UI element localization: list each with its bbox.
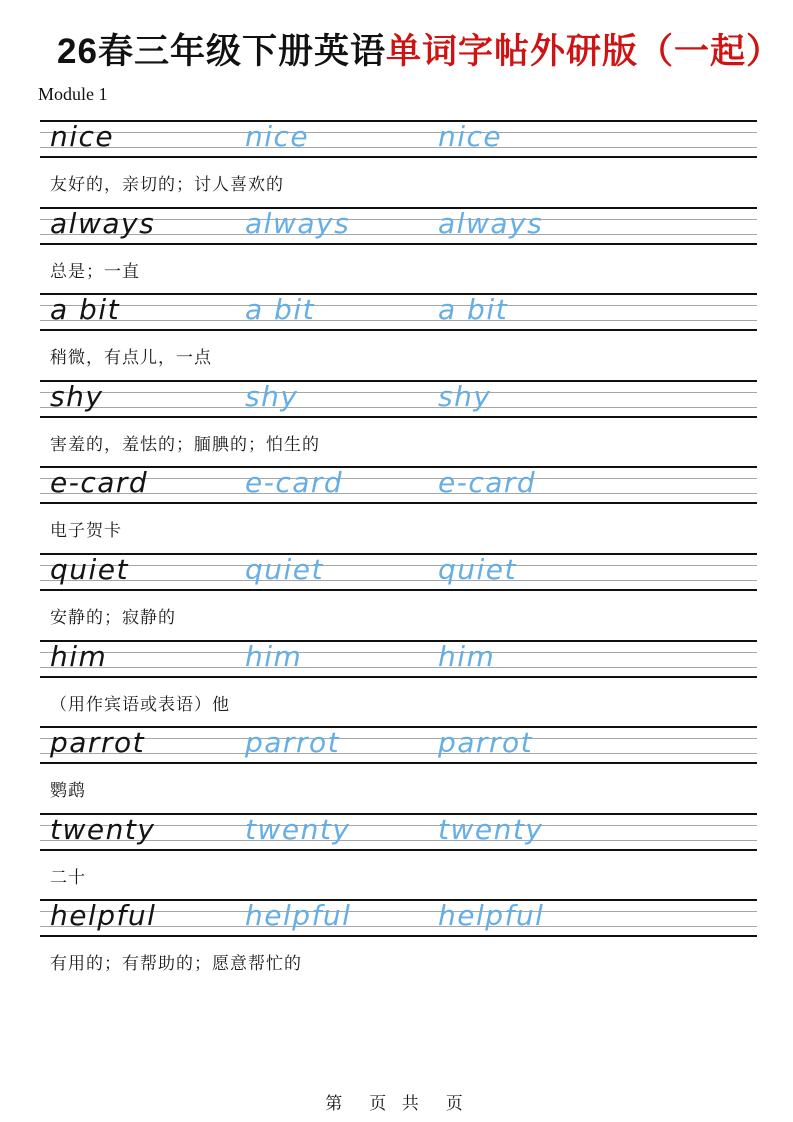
word-entry: [0, 207, 793, 294]
guide-line-upper-middle: [40, 392, 757, 393]
word-sample: quiet: [50, 552, 130, 586]
guide-line-bottom: [40, 589, 757, 591]
guide-line-baseline: [40, 753, 757, 754]
word-definition: 电子贺卡: [50, 521, 122, 542]
word-definition: 总是；一直: [50, 261, 140, 282]
guide-line-bottom: [40, 935, 757, 937]
guide-line-bottom: [40, 156, 757, 158]
writing-guide: [40, 640, 757, 678]
guide-line-bottom: [40, 416, 757, 418]
word-entry: [0, 553, 793, 640]
word-trace-1: always: [245, 206, 351, 240]
guide-line-bottom: [40, 676, 757, 678]
word-trace-1: a bit: [245, 293, 316, 327]
writing-guide: [40, 899, 757, 937]
word-trace-1: helpful: [245, 899, 352, 933]
guide-line-baseline: [40, 580, 757, 581]
word-entry-list: [0, 120, 793, 986]
guide-line-top: [40, 640, 757, 642]
word-trace-1: him: [245, 639, 303, 673]
word-sample: helpful: [50, 899, 157, 933]
writing-guide: [40, 726, 757, 764]
word-trace-2: always: [438, 206, 544, 240]
word-entry: [0, 640, 793, 727]
word-trace-1: quiet: [245, 552, 325, 586]
word-trace-1: nice: [245, 120, 310, 153]
word-sample: nice: [50, 120, 115, 153]
word-definition: 稍微，有点儿，一点: [50, 348, 212, 369]
guide-line-upper-middle: [40, 738, 757, 739]
word-sample: always: [50, 206, 156, 240]
guide-line-baseline: [40, 147, 757, 148]
page-title: [0, 24, 793, 74]
guide-line-upper-middle: [40, 132, 757, 133]
word-entry: [0, 293, 793, 380]
writing-guide: [40, 553, 757, 591]
word-sample: e-card: [50, 466, 149, 500]
guide-line-baseline: [40, 320, 757, 321]
guide-line-top: [40, 380, 757, 382]
module-label: Module 1: [38, 84, 108, 104]
word-sample: him: [50, 639, 108, 673]
word-sample: shy: [50, 379, 104, 413]
writing-guide: [40, 380, 757, 418]
writing-guide: [40, 207, 757, 245]
word-trace-2: him: [438, 639, 496, 673]
word-definition: 安静的；寂静的: [50, 607, 176, 628]
word-trace-2: quiet: [438, 552, 518, 586]
word-trace-2: helpful: [438, 899, 545, 933]
guide-line-bottom: [40, 329, 757, 331]
guide-line-top: [40, 120, 757, 122]
word-trace-2: twenty: [438, 812, 544, 846]
word-definition: （用作宾语或表语）他: [50, 694, 230, 715]
guide-line-bottom: [40, 849, 757, 851]
word-trace-1: parrot: [245, 726, 341, 760]
guide-line-top: [40, 553, 757, 555]
word-entry: [0, 813, 793, 900]
writing-guide: [40, 120, 757, 158]
guide-line-baseline: [40, 407, 757, 408]
word-trace-1: e-card: [245, 466, 344, 500]
word-entry: [0, 120, 793, 207]
word-sample: a bit: [50, 293, 121, 327]
guide-line-upper-middle: [40, 652, 757, 653]
guide-line-upper-middle: [40, 305, 757, 306]
page-footer: 第 页 共 页: [325, 1094, 468, 1114]
writing-guide: [40, 293, 757, 331]
word-definition: 鹦鹉: [50, 781, 86, 802]
title-black-part: 26春三年级下册英语: [57, 32, 386, 71]
writing-guide: [40, 813, 757, 851]
word-sample: parrot: [50, 726, 146, 760]
word-sample: twenty: [50, 812, 156, 846]
word-entry: [0, 466, 793, 553]
guide-line-top: [40, 726, 757, 728]
guide-line-bottom: [40, 243, 757, 245]
word-trace-2: nice: [438, 120, 503, 153]
word-entry: [0, 899, 793, 986]
writing-guide: [40, 466, 757, 504]
word-trace-2: e-card: [438, 466, 537, 500]
word-trace-2: shy: [438, 379, 492, 413]
word-definition: 害羞的，羞怯的；腼腆的；怕生的: [50, 434, 320, 455]
word-trace-2: a bit: [438, 293, 509, 327]
word-entry: [0, 726, 793, 813]
guide-line-baseline: [40, 667, 757, 668]
word-trace-1: twenty: [245, 812, 351, 846]
word-trace-2: parrot: [438, 726, 534, 760]
word-entry: [0, 380, 793, 467]
title-red-part: 单词字帖外研版（一起）: [385, 32, 782, 71]
guide-line-upper-middle: [40, 565, 757, 566]
word-trace-1: shy: [245, 379, 299, 413]
word-definition: 友好的，亲切的；讨人喜欢的: [50, 175, 284, 195]
word-definition: 有用的；有帮助的；愿意帮忙的: [50, 954, 302, 975]
word-definition: 二十: [50, 867, 86, 888]
guide-line-top: [40, 293, 757, 295]
guide-line-bottom: [40, 762, 757, 764]
guide-line-bottom: [40, 502, 757, 504]
